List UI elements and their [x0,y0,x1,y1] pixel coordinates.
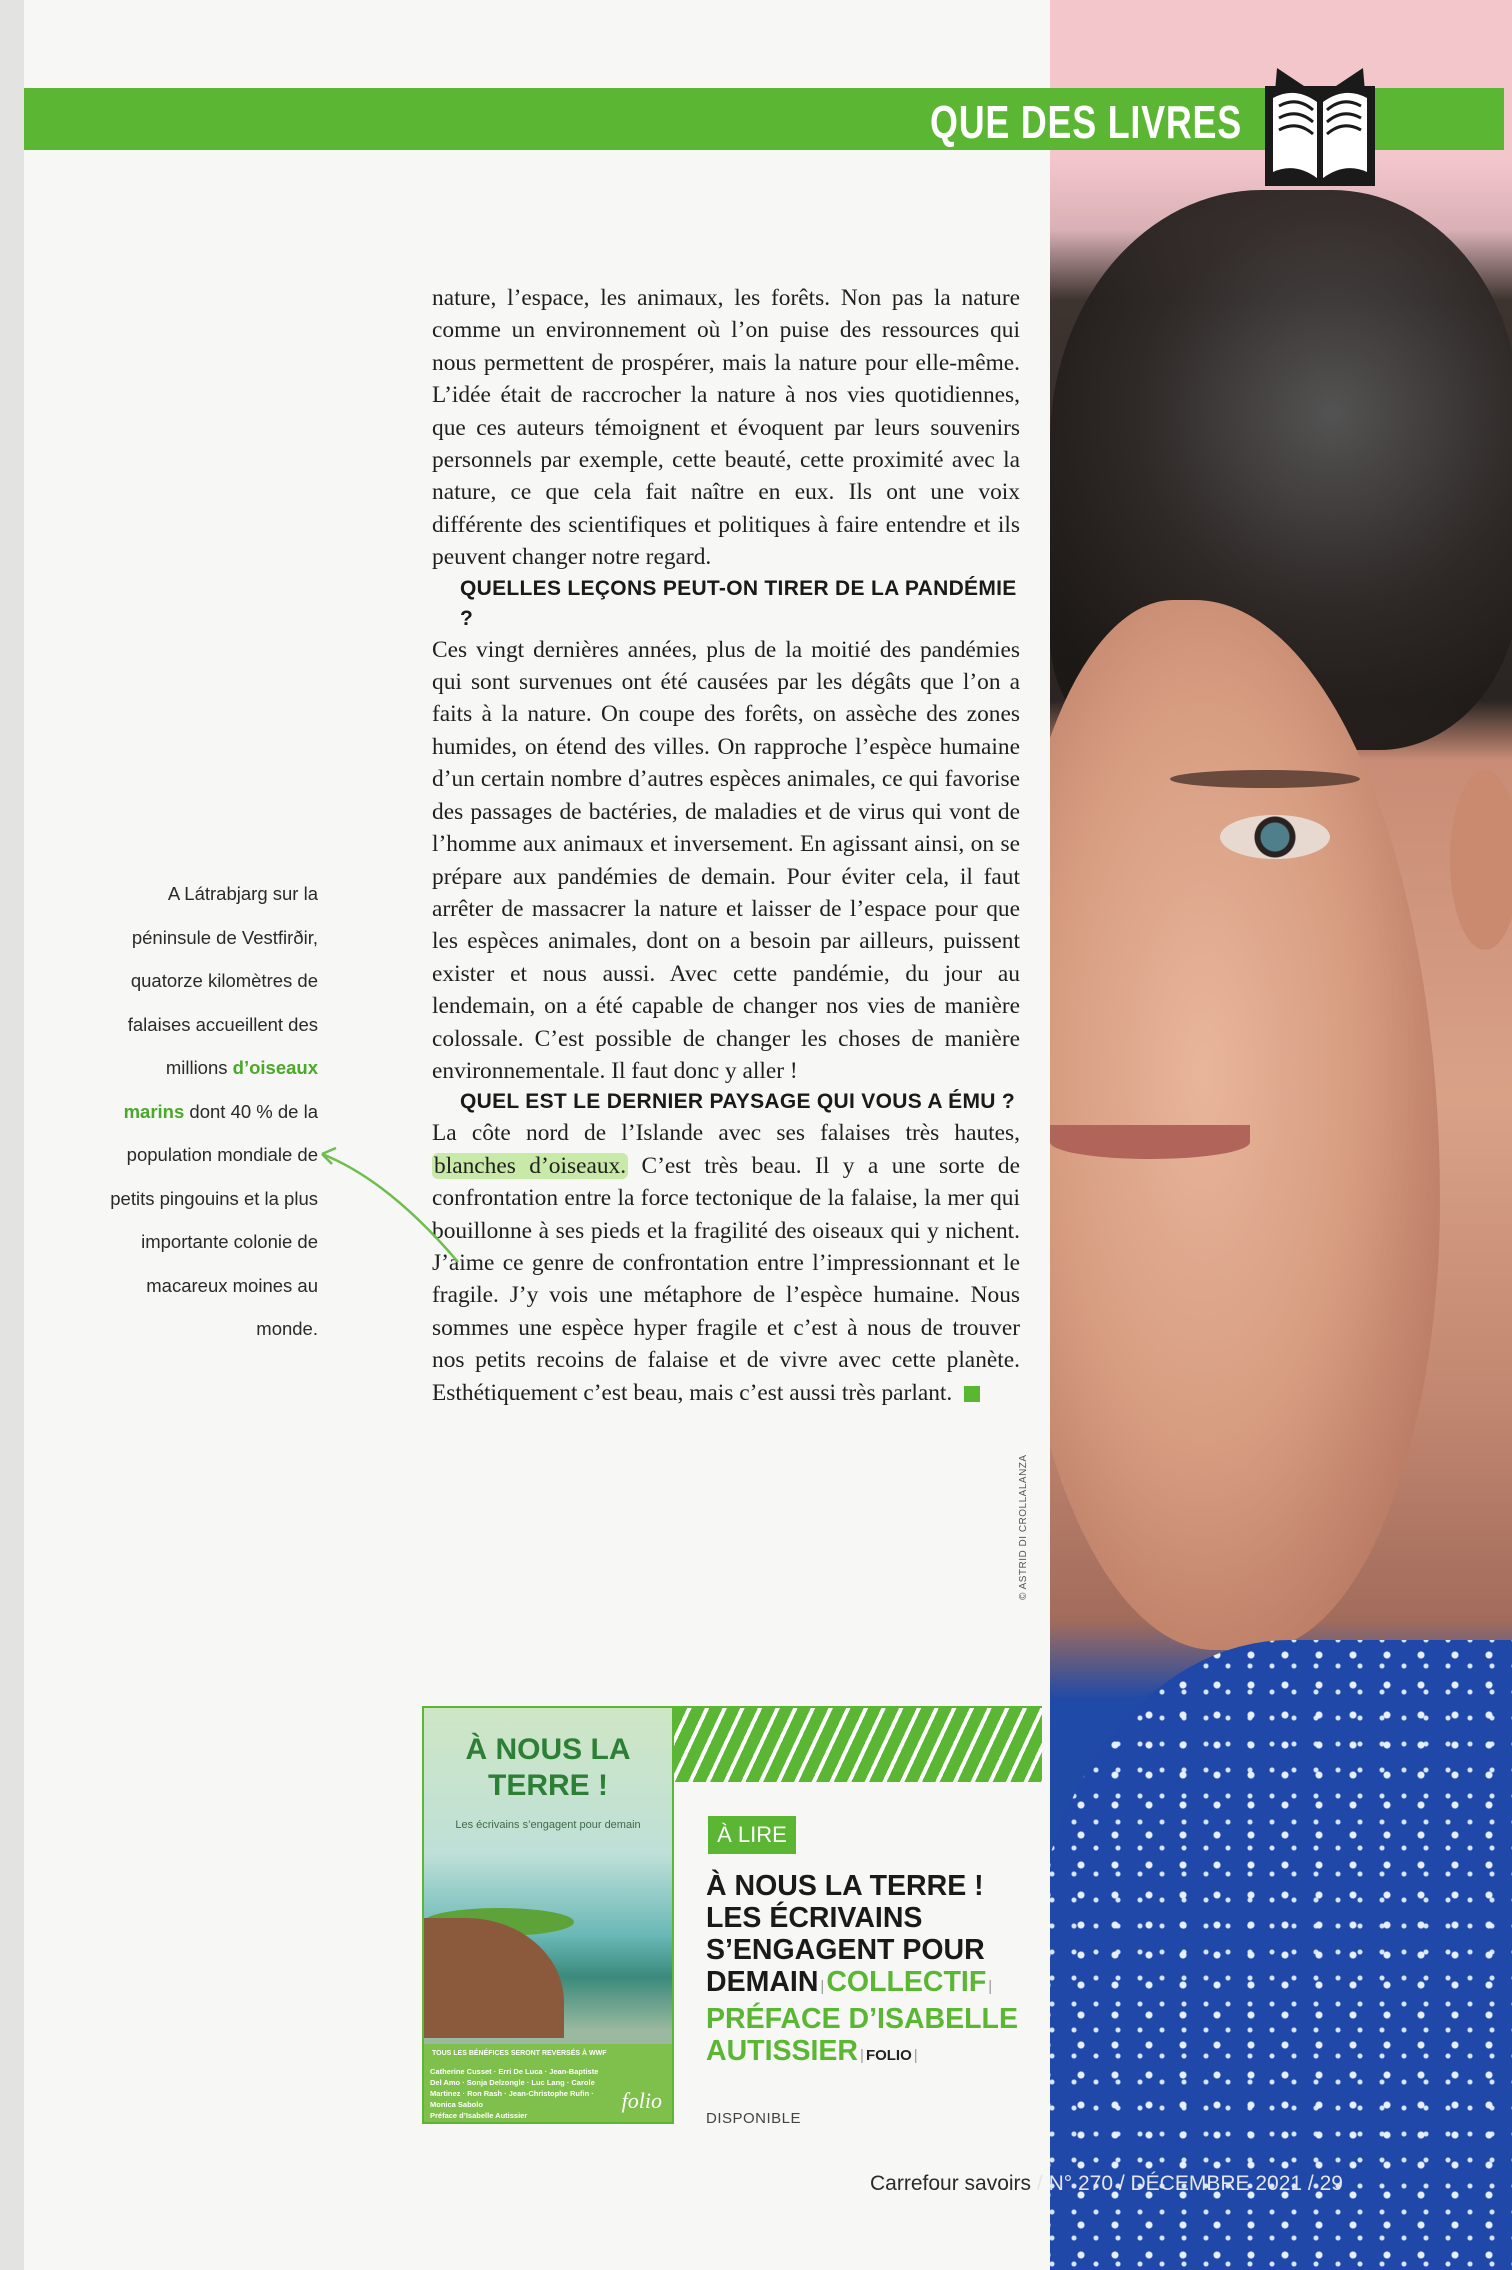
hatched-green-band [674,1706,1042,1782]
caption-text: dont 40 % de la population mondiale de petits pingouins et la plus importante colonie de macareux moines au monde. [110,1100,318,1339]
separator: | [913,2047,918,2064]
question-heading: QUEL EST LE DERNIER PAYSAGE QUI VOUS A ÉMU ? [460,1090,1016,1114]
paragraph [432,1117,1020,1409]
page-footer [870,2172,1343,2196]
a-lire-tag: À LIRE [708,1816,796,1854]
side-caption [110,872,318,1351]
book-title: À NOUS LA TERRE ! LES ÉCRIVAINS S’ENGAGENT POUR DEMAIN [706,1870,985,1998]
question-heading: QUELLES LEÇONS PEUT-ON TIRER DE LA PANDÉMIE ? [460,576,1017,630]
cover-preface: Préface d’Isabelle Autissier [430,2111,528,2120]
issue-info: / N° 270 / DÉCEMBRE 2021 / [1036,2172,1314,2195]
cover-title: À NOUS LA TERRE ! [465,1733,631,1802]
article-body [432,282,1020,1409]
paragraph: nature, l’espace, les animaux, les forêts. Non pas la nature comme un environnement où l’on puise des ressources qui nous permettent de prospérer, mais la nature pour elle-même. L’idée était de raccrocher la nature à nos vies quotidiennes, que ces auteurs témoignent et évoquent par leurs souvenirs personnels par exemple, cette beauté, cette proximité avec la nature, ce que cela fait naître en eux. Ils ont une voix différente des scientifiques et politiques à faire entendre et ils peuvent changer notre regard. [432,285,1020,571]
caption-highlight: d’oiseaux marins [123,1057,318,1122]
folio-logo: folio [621,2088,662,2113]
caption-arrow-icon [318,1140,468,1270]
availability: DISPONIBLE [706,2110,802,2127]
book-preface: PRÉFACE D’ISABELLE AUTISSIER [706,2003,1018,2067]
separator: | [988,1978,993,1995]
page-edge [0,0,24,2270]
separator: | [860,2047,864,2064]
book-publisher: FOLIO [865,2047,912,2064]
paragraph: Ces vingt dernières années, plus de la moitié des pandémies qui sont survenues ont été causées par les dégâts que l’on a faits à la nature. On coupe des forêts, on assèche des zones humides, on étend des villes. On rapproche l’espèce humaine d’un certain nombre d’autres espèces animales, ce qui favorise des passages de bactéries, de maladies et de virus qui vont de l’homme aux animaux et inversement. En agissant ainsi, on se prépare aux pandémies de demain. Pour éviter cela, il faut arrêter de massacrer la nature et laisser de l’espace pour que les espèces animales, dont on a besoin par ailleurs, puissent exister et nous aussi. Avec cette pandémie, du jour au lendemain, on a été capable de changer nos vies de manière colossale. C’est possible de changer les choses de manière environnementale. Il faut donc y aller ! [432,636,1020,1084]
separator: | [820,1978,825,1995]
book-cover-image [422,1706,674,2124]
paragraph-text: La côte nord de l’Islande avec ses falaises très hautes, [432,1120,1020,1147]
magazine-name: Carrefour savoirs [870,2172,1032,2195]
caption-text: A Látrabjarg sur la péninsule de Vestfirðir, quatorze kilomètres de falaises accueillent des millions [127,883,318,1078]
eyebrow [1170,770,1360,788]
ear [1450,770,1512,950]
cover-author-list: Catherine Cusset · Erri De Luca · Jean-Baptiste Del Amo · Sonja Delzongle · Luc Lang · Carole Martinez · Ron Rash · Jean-Christophe Rufin · Monica Sabolo [430,2067,599,2109]
section-title: QUE DES LIVRES [930,96,1242,148]
book-info [706,1870,1036,2072]
cover-cliff [424,1918,564,2038]
highlighted-text: blanches d’oiseaux. [434,1152,627,1179]
photo-credit: © ASTRID DI CROLLALANZA [1018,1454,1029,1600]
page-number: 29 [1319,2172,1343,2195]
cover-authors [430,2066,600,2121]
cover-subtitle: Les écrivains s’engagent pour demain [455,1819,641,1831]
paragraph-text: C’est très beau. Il y a une sorte de confrontation entre la force tectonique de la falaise, la mer qui bouillonne à ses pieds et la fragilité des oiseaux qui y nichent. J’aime ce genre de confrontation entre l’impressionnant et le fragile. J’y vois une métaphore de l’espèce humaine. Nous sommes une espèce hyper fragile et c’est à nous de trouver nos petits recoins de falaise et de vivre avec cette planète. Esthétiquement c’est beau, mais c’est aussi très parlant. [432,1152,1020,1406]
book-author: COLLECTIF [826,1966,987,1998]
cover-band-text: TOUS LES BÉNÉFICES SERONT REVERSÉS À WWF [432,2050,607,2057]
end-mark-icon [964,1386,980,1402]
portrait-photo [1050,0,1512,2270]
eye [1220,815,1330,859]
open-book-icon [1255,58,1385,188]
mouth [1050,1125,1250,1159]
